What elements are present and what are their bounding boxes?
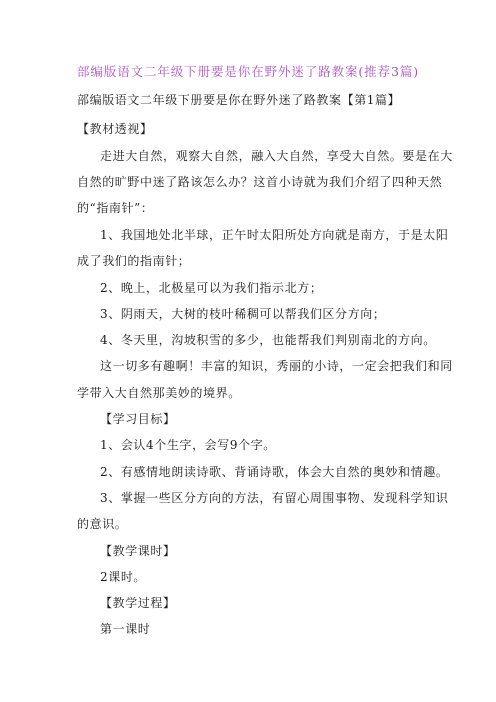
list-item-line: 1、我国地处北半球，正午时太阳所处方向就是南方，于是太阳 bbox=[100, 228, 449, 242]
document-subtitle: 部编版语文二年级下册要是你在野外迷了路教案【第1篇】 bbox=[77, 93, 401, 107]
list-item-line: 2、晚上，北极星可以为我们指示北方； bbox=[100, 281, 323, 295]
list-item-line: 3、阴雨天，大树的枝叶稀稠可以帮我们区分方向； bbox=[100, 307, 386, 321]
list-item-line: 3、掌握一些区分方向的方法，有留心周围事物、发现科学知识 bbox=[100, 491, 449, 505]
list-item-line: 4、冬天里，沟坡积雪的多少，也能帮我们判别南北的方向。 bbox=[100, 333, 436, 347]
list-item-line: 的意识。 bbox=[77, 517, 128, 531]
paragraph-line: 自然的旷野中迷了路该怎么办？这首小诗就为我们介绍了四种天然 bbox=[77, 175, 443, 189]
paragraph-line: 走进大自然，观察大自然，融入大自然，享受大自然。要是在大 bbox=[100, 149, 453, 163]
section-heading-materials: 【教材透视】 bbox=[77, 122, 153, 136]
paragraph-line: 第一课时 bbox=[100, 622, 151, 636]
paragraph-line: 2课时。 bbox=[100, 570, 147, 584]
section-heading-periods: 【教学课时】 bbox=[100, 544, 176, 558]
paragraph-line: 的“指南针”： bbox=[77, 201, 154, 215]
list-item-line: 成了我们的指南针； bbox=[77, 254, 191, 268]
section-heading-process: 【教学过程】 bbox=[100, 596, 176, 610]
paragraph-line: 学带入大自然那美妙的境界。 bbox=[77, 386, 241, 400]
document-title: 部编版语文二年级下册要是你在野外迷了路教案(推荐3篇) bbox=[77, 64, 420, 79]
list-item-line: 2、有感情地朗读诗歌、背诵诗歌，体会大自然的奥妙和情趣。 bbox=[100, 465, 449, 479]
section-heading-goals: 【学习目标】 bbox=[100, 412, 176, 426]
list-item-line: 1、会认4个生字，会写9个字。 bbox=[100, 438, 276, 452]
paragraph-line: 这一切多有趣啊！丰富的知识，秀丽的小诗，一定会把我们和同 bbox=[100, 359, 453, 373]
